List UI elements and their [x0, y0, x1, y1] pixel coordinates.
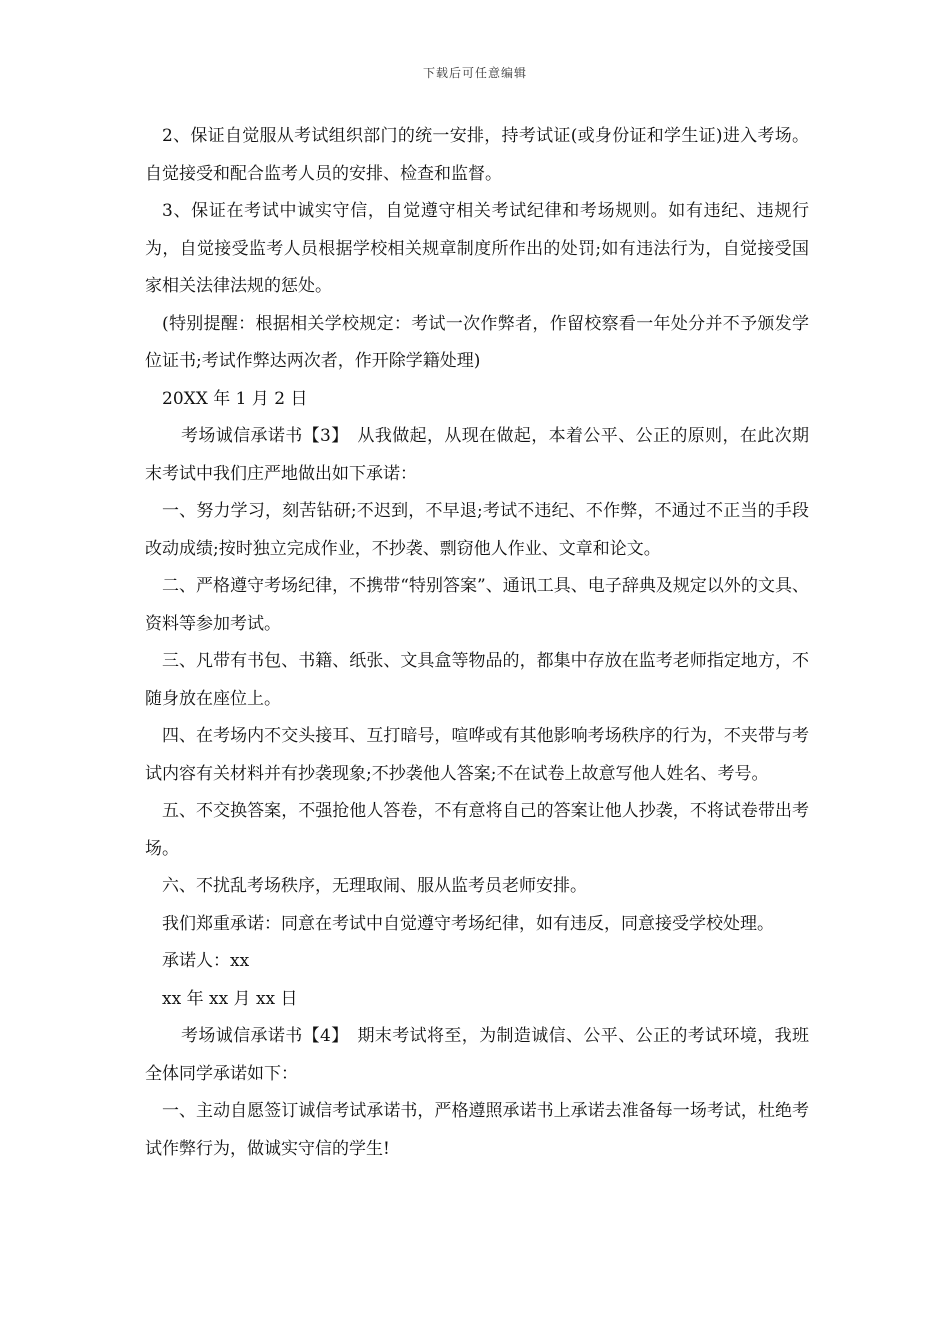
signer-line: 承诺人：xx [162, 951, 250, 971]
date-line: xx 年 xx 月 xx 日 [162, 988, 298, 1009]
document-body [145, 118, 809, 1168]
paragraph: 一、主动自愿签订诚信考试承诺书，严格遵照承诺书上承诺去准备每一场考试，杜绝考试作弊行为，做诚实守信的学生! [145, 1101, 809, 1159]
paragraph: 五、不交换答案，不强抢他人答卷，不有意将自己的答案让他人抄袭，不将试卷带出考场。 [145, 801, 809, 859]
paragraph: 3、保证在考试中诚实守信，自觉遵守相关考试纪律和考场规则。如有违纪、违规行为，自觉接受监考人员根据学校相关规章制度所作出的处罚;如有违法行为，自觉接受国家相关法律法规的惩处。 [145, 201, 809, 296]
paragraph: 二、严格遵守考场纪律，不携带“特别答案”、通讯工具、电子辞典及规定以外的文具、资料等参加考试。 [145, 576, 809, 634]
paragraph: 2、保证自觉服从考试组织部门的统一安排，持考试证(或身份证和学生证)进入考场。自觉接受和配合监考人员的安排、检查和监督。 [145, 126, 809, 184]
paragraph: 三、凡带有书包、书籍、纸张、文具盒等物品的，都集中存放在监考老师指定地方，不随身放在座位上。 [145, 651, 809, 709]
page-header: 下载后可任意编辑 [422, 66, 527, 80]
paragraph: 四、在考场内不交头接耳、互打暗号，喧哗或有其他影响考场秩序的行为，不夹带与考试内容有关材料并有抄袭现象;不抄袭他人答案;不在试卷上故意写他人姓名、考号。 [145, 726, 809, 784]
paragraph: 一、努力学习，刻苦钻研;不迟到，不早退;考试不违纪、不作弊，不通过不正当的手段改动成绩;按时独立完成作业，不抄袭、剽窃他人作业、文章和论文。 [145, 501, 809, 559]
paragraph: 六、不扰乱考场秩序，无理取闹、服从监考员老师安排。 [162, 876, 587, 896]
paragraph: 我们郑重承诺：同意在考试中自觉遵守考场纪律，如有违反，同意接受学校处理。 [162, 913, 774, 934]
section-heading-paragraph: 考场诚信承诺书【3】 从我做起，从现在做起，本着公平、公正的原则，在此次期末考试中我们庄严地做出如下承诺： [145, 426, 809, 484]
date-line: 20XX 年 1 月 2 日 [162, 388, 308, 409]
section-heading-paragraph: 考场诚信承诺书【4】 期末考试将至，为制造诚信、公平、公正的考试环境，我班全体同学承诺如下： [145, 1026, 809, 1084]
paragraph: (特别提醒：根据相关学校规定：考试一次作弊者，作留校察看一年处分并不予颁发学位证书;考试作弊达两次者，作开除学籍处理) [145, 313, 809, 371]
